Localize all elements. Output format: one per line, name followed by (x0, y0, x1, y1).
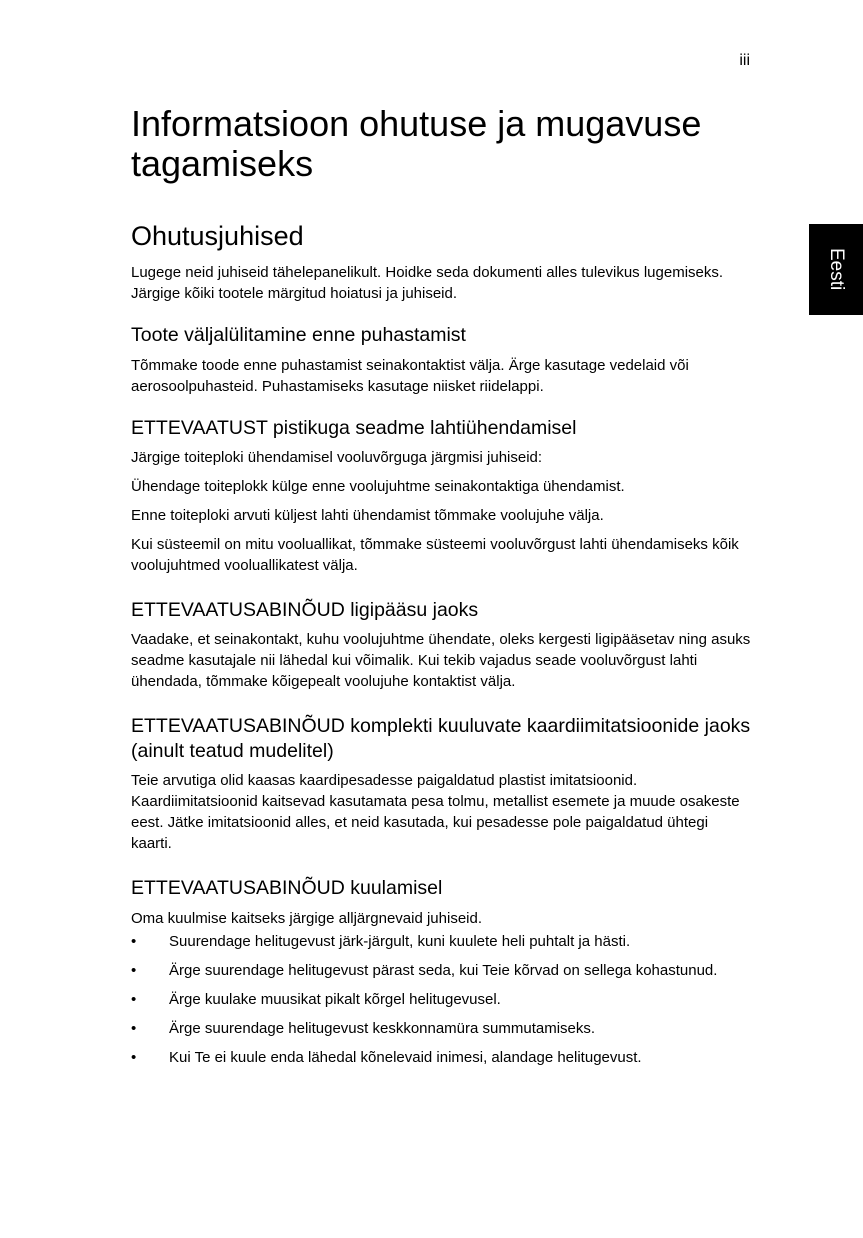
plug-text-3: Enne toiteploki arvuti küljest lahti ühendamist tõmmake voolujuhe välja. (131, 507, 604, 524)
list-item: • Ärge suurendage helitugevust keskkonnamüra summutamiseks. (131, 1016, 753, 1042)
card-dummies-text: Teie arvutiga olid kaasas kaardipesadesse paigaldatud plastist imitatsioonid. Kaardiimitatsioonid kaitsevad kasutamata pesa tolmu, metallist esemete ja muude osakeste eest. Jätke imitatsioonid alles, et neid kasutada, kui pesadesse pole paigaldatud ühtegi kaarti. (131, 772, 740, 852)
cleaning-text: Tõmmake toode enne puhastamist seinakontaktist välja. Ärge kasutage vedelaid või aerosoolpuhasteid. Puhastamiseks kasutage niisket riidelappi. (131, 357, 689, 395)
heading-access: ETTEVAATUSABINÕUD ligipääsu jaoks (131, 599, 479, 621)
page-title: Informatsioon ohutuse ja mugavuse tagamiseks (131, 103, 702, 184)
section-heading-safety: Ohutusjuhised (131, 221, 304, 251)
access-text: Vaadake, et seinakontakt, kuhu voolujuhtme ühendate, oleks kergesti ligipääsetav ning asuks seadme kasutajale nii lähedal kui võimalik. Kui tekib vajadus seade vooluvõrgust lahti ühendada, tõmmake kõigepealt voolujuhe kontaktist välja. (131, 631, 751, 690)
bullet: • (131, 1049, 137, 1066)
document-body (131, 104, 753, 1074)
safety-intro: Lugege neid juhiseid tähelepanelikult. Hoidke seda dokumenti alles tulevikus lugemiseks. Järgige kõiki tootele märgitud hoiatusi ja juhiseid. (131, 264, 724, 302)
heading-card-dummies: ETTEVAATUSABINÕUD komplekti kuuluvate kaardiimitatsioonide jaoks (ainult teatud mudelitel) (131, 715, 751, 762)
list-item: • Kui Te ei kuule enda lähedal kõnelevaid inimesi, alandage helitugevust. (131, 1045, 753, 1071)
bullet: • (131, 962, 137, 979)
bullet: • (131, 933, 137, 950)
heading-plug: ETTEVAATUST pistikuga seadme lahtiühendamisel (131, 417, 577, 439)
heading-cleaning: Toote väljalülitamine enne puhastamist (131, 324, 466, 346)
list-item: • Ärge suurendage helitugevust pärast seda, kui Teie kõrvad on sellega kohastunud. (131, 958, 753, 984)
listening-list (131, 929, 753, 1071)
bullet: • (131, 991, 137, 1008)
language-tab (809, 224, 863, 315)
plug-text-4: Kui süsteemil on mitu vooluallikat, tõmmake süsteemi vooluvõrgust lahti ühendamiseks kõik voolujuhtmed vooluallikatest välja. (131, 536, 739, 574)
language-tab-label: Eesti (826, 248, 847, 291)
listening-intro: Oma kuulmise kaitseks järgige alljärgnevaid juhiseid. (131, 910, 482, 927)
bullet: • (131, 1020, 137, 1037)
heading-listening: ETTEVAATUSABINÕUD kuulamisel (131, 877, 443, 899)
list-item: • Suurendage helitugevust järk-järgult, kuni kuulete heli puhtalt ja hästi. (131, 929, 753, 955)
plug-text-2: Ühendage toiteplokk külge enne voolujuhtme seinakontaktiga ühendamist. (131, 478, 625, 495)
page-number: iii (739, 52, 750, 69)
plug-text-1: Järgige toiteploki ühendamisel vooluvõrguga järgmisi juhiseid: (131, 449, 543, 466)
list-item: • Ärge kuulake muusikat pikalt kõrgel helitugevusel. (131, 987, 753, 1013)
